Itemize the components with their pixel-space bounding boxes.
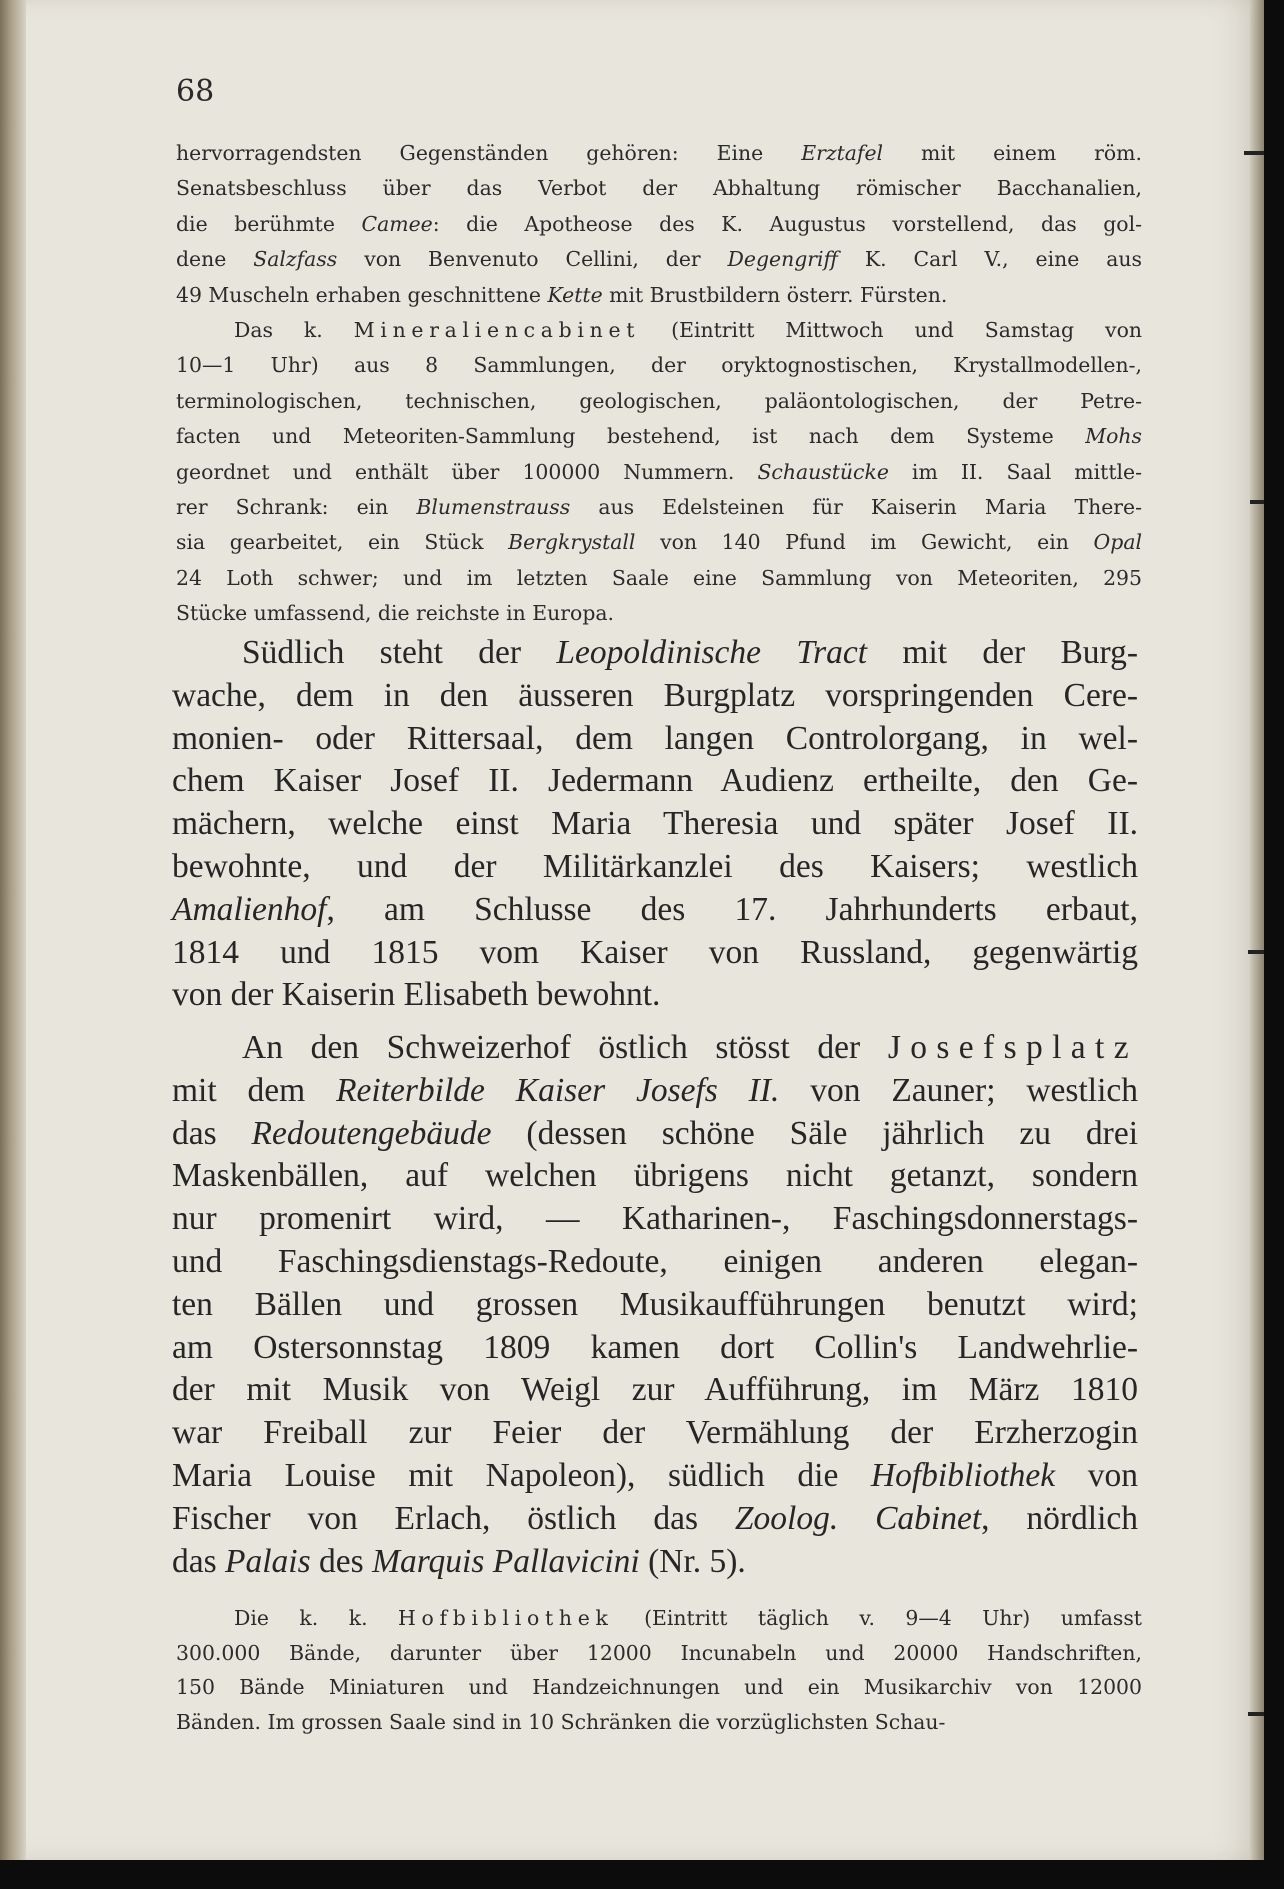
paragraph bbox=[172, 1027, 1138, 1583]
paragraph bbox=[176, 136, 1142, 313]
text-line: sia gearbeitet, ein Stück Bergkrystall von 140 Pfund im Gewicht, ein Opal bbox=[176, 530, 1142, 555]
paragraph bbox=[176, 313, 1142, 632]
text-line: Maria Louise mit Napoleon), südlich die Hofbibliothek von bbox=[172, 1456, 1138, 1494]
page-edge-shadow bbox=[1250, 0, 1264, 1860]
text-line: mit dem Reiterbilde Kaiser Josefs II. von Zauner; westlich bbox=[172, 1071, 1138, 1109]
text-line: war Freiball zur Feier der Vermählung der Erzherzogin bbox=[172, 1414, 1138, 1452]
text-line: Das k. Mineraliencabinet (Eintritt Mittwoch und Samstag von bbox=[234, 318, 1142, 343]
text-line: dene Salzfass von Benvenuto Cellini, der Degengriff K. Carl V., eine aus bbox=[176, 247, 1142, 272]
margin-mark bbox=[1248, 1712, 1264, 1716]
text-line: mächern, welche einst Maria Theresia und später Josef II. bbox=[172, 805, 1138, 843]
text-line: das Palais des Marquis Pallavicini (Nr. 5). bbox=[172, 1542, 746, 1580]
text-line: Senatsbeschluss über das Verbot der Abhaltung römischer Bacchanalien, bbox=[176, 176, 1142, 201]
text-line: Fischer von Erlach, östlich das Zoolog. Cabinet, nördlich bbox=[172, 1499, 1139, 1537]
text-line: wache, dem in den äusseren Burgplatz vorspringenden Cere- bbox=[172, 676, 1138, 714]
text-line: 49 Muscheln erhaben geschnittene Kette mit Brustbildern österr. Fürsten. bbox=[176, 282, 948, 307]
text-line: ten Bällen und grossen Musikaufführungen benutzt wird; bbox=[172, 1285, 1138, 1323]
main-text-section bbox=[172, 632, 1138, 1017]
text-line: 10—1 Uhr) aus 8 Sammlungen, der oryktognostischen, Krystallmodellen-, bbox=[176, 353, 1142, 378]
text-line: Amalienhof, am Schlusse des 17. Jahrhunderts erbaut, bbox=[172, 890, 1138, 928]
text-line: An den Schweizerhof östlich stösst der Josefsplatz bbox=[242, 1029, 1138, 1066]
page-number: 68 bbox=[176, 74, 215, 109]
text-line: 300.000 Bände, darunter über 12000 Incunabeln und 20000 Handschriften, bbox=[176, 1640, 1142, 1665]
text-line: das Redoutengebäude (dessen schöne Säle jährlich zu drei bbox=[172, 1114, 1139, 1152]
margin-mark bbox=[1244, 151, 1264, 155]
small-print-section bbox=[176, 136, 1142, 632]
text-line: Stücke umfassend, die reichste in Europa. bbox=[176, 601, 615, 626]
text-line: von der Kaiserin Elisabeth bewohnt. bbox=[172, 976, 661, 1014]
page-gutter-shadow bbox=[0, 0, 26, 1860]
text-line: terminologischen, technischen, geologischen, paläontologischen, der Petre- bbox=[176, 388, 1142, 413]
text-line: der mit Musik von Weigl zur Aufführung, im März 1810 bbox=[172, 1371, 1138, 1409]
paragraph bbox=[172, 632, 1138, 1017]
text-line: hervorragendsten Gegenständen gehören: Eine Erztafel mit einem röm. bbox=[176, 141, 1142, 165]
text-line: nur promenirt wird, — Katharinen-, Faschingsdonnerstags- bbox=[172, 1200, 1138, 1238]
main-text-section bbox=[172, 1027, 1138, 1583]
text-line: 24 Loth schwer; und im letzten Saale eine Sammlung von Meteoriten, 295 bbox=[176, 565, 1142, 590]
text-line: chem Kaiser Josef II. Jedermann Audienz ertheilte, den Ge- bbox=[172, 762, 1138, 800]
small-print-section bbox=[176, 1601, 1142, 1739]
text-line: Südlich steht der Leopoldinische Tract mit der Burg- bbox=[242, 634, 1139, 671]
paragraph bbox=[176, 1601, 1142, 1739]
margin-mark bbox=[1248, 950, 1264, 954]
text-line: und Faschingsdienstags-Redoute, einigen anderen elegan- bbox=[172, 1242, 1138, 1280]
text-line: facten und Meteoriten-Sammlung bestehend, ist nach dem Systeme Mohs bbox=[176, 424, 1142, 449]
margin-mark bbox=[1250, 500, 1264, 504]
text-line: Die k. k. Hofbibliothek (Eintritt täglich v. 9—4 Uhr) umfasst bbox=[234, 1606, 1142, 1630]
text-line: monien- oder Rittersaal, dem langen Controlorgang, in wel- bbox=[172, 719, 1138, 757]
text-line: am Ostersonnstag 1809 kamen dort Collin's Landwehrlie- bbox=[172, 1328, 1138, 1366]
text-line: rer Schrank: ein Blumenstrauss aus Edelsteinen für Kaiserin Maria There- bbox=[176, 495, 1143, 520]
text-line: die berühmte Camee: die Apotheose des K. Augustus vorstellend, das gol- bbox=[176, 211, 1142, 236]
text-line: bewohnte, und der Militärkanzlei des Kaisers; westlich bbox=[172, 847, 1138, 885]
text-line: 1814 und 1815 vom Kaiser von Russland, gegenwärtig bbox=[172, 933, 1138, 971]
text-line: Bänden. Im grossen Saale sind in 10 Schränken die vorzüglichsten Schau- bbox=[176, 1709, 946, 1734]
text-line: geordnet und enthält über 100000 Nummern. Schaustücke im II. Saal mittle- bbox=[176, 459, 1143, 484]
text-line: 150 Bände Miniaturen und Handzeichnungen und ein Musikarchiv von 12000 bbox=[176, 1675, 1142, 1699]
text-line: Maskenbällen, auf welchen übrigens nicht getanzt, sondern bbox=[172, 1157, 1138, 1195]
